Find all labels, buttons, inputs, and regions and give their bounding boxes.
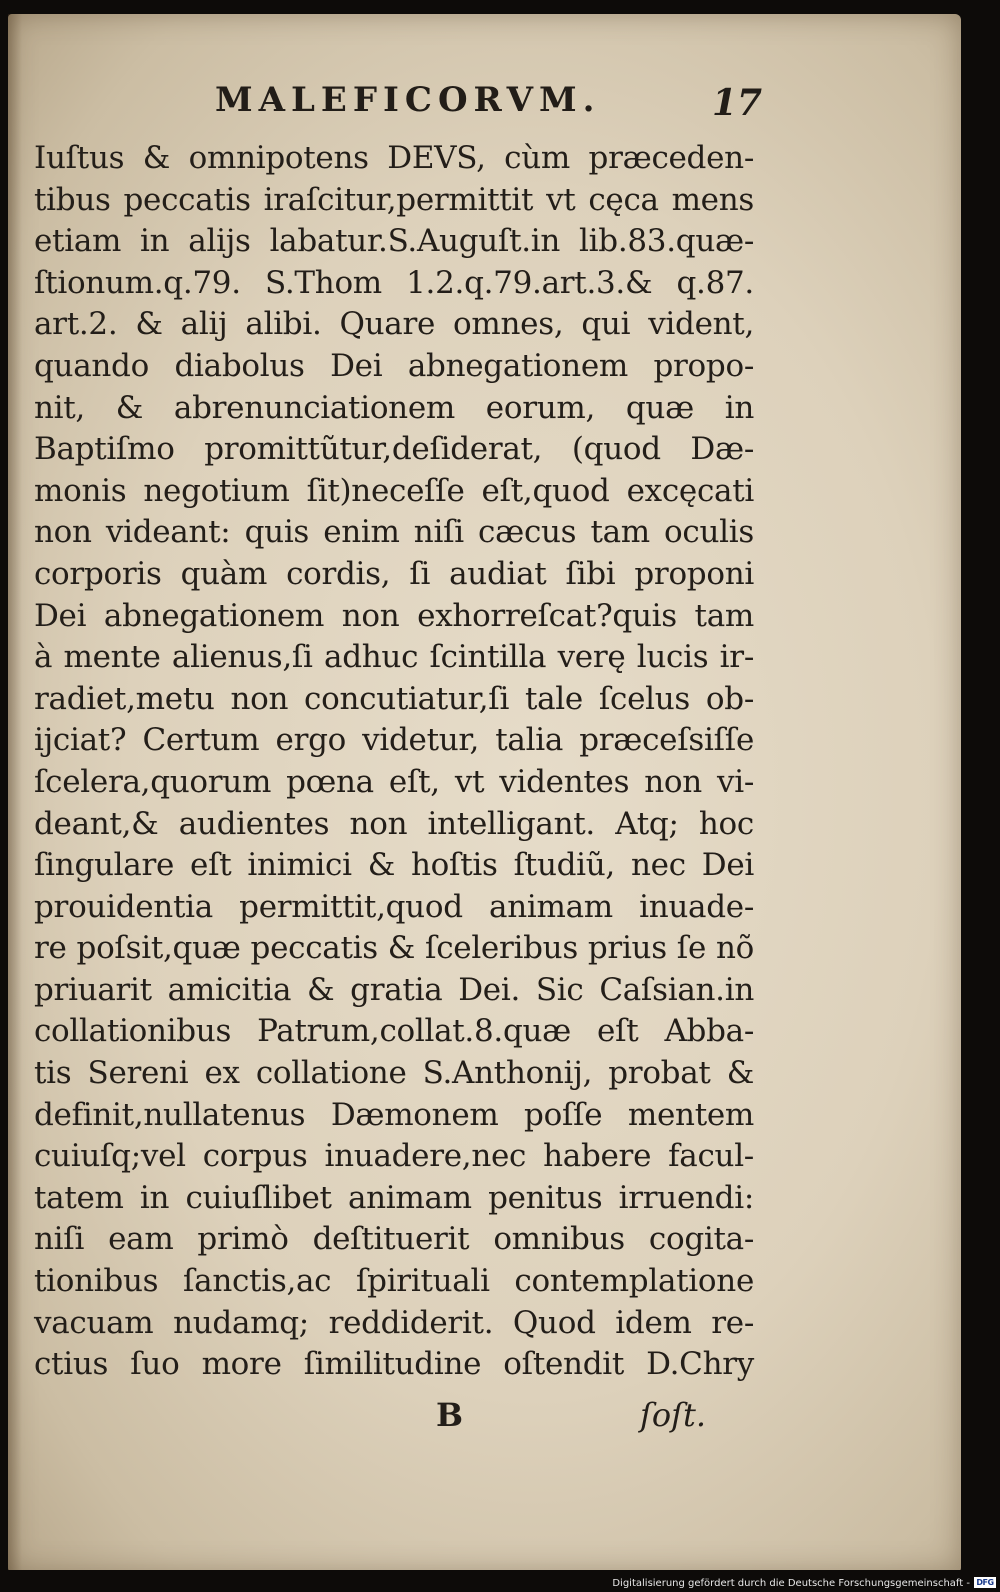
text-line: Dei abnegationem non exhorreſcat?quis tam [34, 597, 754, 634]
signature-mark: B [436, 1396, 464, 1434]
text-line: definit,nullatenus Dæmonem poſſe mentem [34, 1096, 754, 1133]
page-header [0, 80, 1000, 130]
text-line: non videant: quis enim niſi cæcus tam oculis [34, 514, 754, 551]
text-line: vacuam nudamq; reddiderit. Quod idem re- [34, 1304, 754, 1341]
text-line: etiam in alijs labatur.S.Auguſt.in lib.83.quæ- [34, 223, 754, 260]
page-number: 17 [712, 82, 763, 124]
text-line: Iuſtus & omnipotens DEVS, cùm præceden- [34, 140, 754, 176]
text-line: quando diabolus Dei abnegationem propo- [34, 347, 754, 384]
text-line: ſingulare eſt inimici & hoſtis ſtudiũ, nec Dei [34, 847, 754, 884]
text-line: corporis quàm cordis, ſi audiat ſibi proponi [34, 555, 754, 592]
text-line: priuarit amicitia & gratia Dei. Sic Caſsian.in [34, 971, 754, 1008]
body-text [34, 138, 754, 1386]
text-line: tis Sereni ex collatione S.Anthonij, probat & [34, 1055, 754, 1092]
text-line: prouidentia permittit,quod animam inuade- [34, 888, 754, 925]
text-line: nit, & abrenunciationem eorum, quæ in [34, 389, 754, 426]
text-line: tatem in cuiuſlibet animam penitus irruendi: [34, 1179, 754, 1216]
page-footer-marks [0, 1396, 1000, 1440]
text-line: cuiuſq;vel corpus inuadere,nec habere facul- [34, 1138, 754, 1175]
text-line: radiet,metu non concutiatur,ſi tale ſcelus ob- [34, 680, 754, 717]
text-line: Baptiſmo promittũtur,deſiderat, (quod Dæ- [34, 431, 754, 468]
text-line: re poſsit,quæ peccatis & ſceleribus prius ſe nõ [34, 930, 754, 967]
text-line: ctius ſuo more ſimilitudine oſtendit D.Chry [34, 1346, 754, 1383]
text-line: à mente alienus,ſi adhuc ſcintilla verę lucis ir- [34, 639, 754, 676]
text-line: ijciat? Certum ergo videtur, talia præceſsiſſe [34, 722, 754, 759]
page-gutter-shadow [8, 14, 22, 1572]
text-line: art.2. & alij alibi. Quare omnes, qui vident, [34, 306, 754, 343]
digitization-credit: Digitalisierung gefördert durch die Deutsche Forschungsgemeinschaft - [612, 1578, 970, 1589]
text-line: collationibus Patrum,collat.8.quæ eſt Abba- [34, 1013, 754, 1050]
text-line: deant,& audientes non intelligant. Atq; hoc [34, 805, 754, 842]
catchword: ſoſt. [640, 1396, 706, 1434]
running-head: MALEFICORVM. [215, 80, 601, 120]
digitization-footer [0, 1570, 1000, 1592]
text-line: tionibus ſanctis,ac ſpirituali contemplatione [34, 1263, 754, 1300]
text-line: tibus peccatis iraſcitur,permittit vt cęca mens [34, 181, 754, 218]
text-line: ſtionum.q.79. S.Thom 1.2.q.79.art.3.& q.87. [34, 264, 754, 301]
text-line: niſi eam primò deſtituerit omnibus cogita- [34, 1221, 754, 1258]
dfg-logo-icon: DFG [974, 1577, 996, 1588]
text-line: ſcelera,quorum pœna eſt, vt videntes non vi- [34, 763, 754, 800]
text-line: monis negotium ſit)neceſſe eſt,quod excęcati [34, 472, 754, 509]
